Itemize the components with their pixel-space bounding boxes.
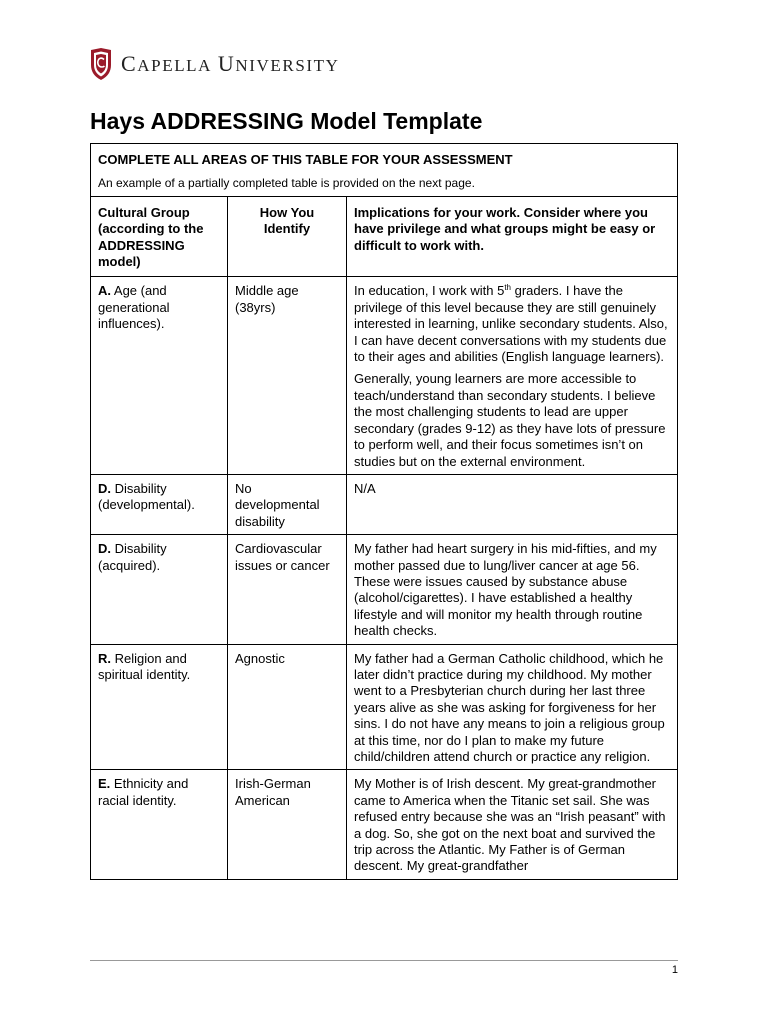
category-label: Age (and generational influences). <box>98 283 170 332</box>
banner-title: COMPLETE ALL AREAS OF THIS TABLE FOR YOUR ASSESSMENT <box>98 152 513 167</box>
implications-cell: My father had heart surgery in his mid-fifties, and my mother passed due to lung/liver cancer at age 56. These were issues caused by substance abuse (alcohol/cigarettes). I have established a healthy lifestyle and will monitor my health through routine health checks. <box>347 535 678 644</box>
implications-cell: My Mother is of Irish descent. My great-grandmother came to America when the Titanic set sail. She was refused entry because she was an “Irish peasant” with a dog. So, she got on the next boat and survived the trip across the Atlantic. My Father is of German descent. My great-grandfather <box>347 770 678 879</box>
footer-divider <box>90 960 678 961</box>
identify-cell: Agnostic <box>228 644 347 770</box>
table-row <box>91 277 678 474</box>
category-label: Religion and spiritual identity. <box>98 650 191 682</box>
category-cell <box>91 474 228 534</box>
implications-cell: N/A <box>347 474 678 534</box>
implications-para: In education, I work with 5th graders. I have the privilege of this level because they are still genuinely interested in learning, unlike secondary students. Also, I can have decent conversations with my students due to their ages and abilities (English language learners). <box>354 283 668 365</box>
header-how-you-identify: How You Identify <box>228 196 347 277</box>
identify-cell: Cardiovascular issues or cancer <box>228 535 347 644</box>
identify-cell: No developmental disability <box>228 474 347 534</box>
table-row <box>91 535 678 644</box>
category-cell <box>91 277 228 474</box>
university-header <box>89 44 340 84</box>
implications-cell: My father had a German Catholic childhood, which he later didn’t practice during my childhood. My mother went to a Presbyterian church during her last three years alive as she was asking for forgiveness for her sins. I do not have any means to join a religious group at this time, nor do I plan to make my future child/children attend church or practice any religion. <box>347 644 678 770</box>
page-title: Hays ADDRESSING Model Template <box>90 108 483 134</box>
university-name: CAPELLA UNIVERSITY <box>121 51 340 76</box>
category-cell <box>91 535 228 644</box>
category-letter: D. <box>98 480 111 496</box>
header-cultural-group: Cultural Group (according to the ADDRESSING model) <box>91 196 228 277</box>
header-row <box>91 196 678 277</box>
category-cell <box>91 770 228 879</box>
identify-cell: Middle age (38yrs) <box>228 277 347 474</box>
addressing-table <box>90 143 678 880</box>
category-letter: E. <box>98 776 111 792</box>
category-label: Disability (acquired). <box>98 541 167 573</box>
page-number: 1 <box>671 964 678 976</box>
category-letter: D. <box>98 541 111 557</box>
header-implications: Implications for your work. Consider where you have privilege and what groups might be easy or difficult to work with. <box>347 196 678 277</box>
category-label: Disability (developmental). <box>98 480 195 513</box>
table-row <box>91 644 678 770</box>
table-row <box>91 474 678 534</box>
category-letter: R. <box>98 650 111 666</box>
category-cell <box>91 644 228 770</box>
capella-shield-icon <box>89 47 113 81</box>
category-label: Ethnicity and racial identity. <box>98 776 189 808</box>
banner-cell <box>91 144 678 197</box>
table-row <box>91 770 678 879</box>
banner-note: An example of a partially completed table is provided on the next page. <box>98 176 475 191</box>
category-letter: A. <box>98 283 111 299</box>
implications-cell <box>347 277 678 474</box>
implications-para: Generally, young learners are more accessible to teach/understand than secondary students. I believe the most challenging students to lead are upper secondary (grades 9-12) as they have lots of pressure to perform well, and their focus sometimes isn’t on studies but on the external environment. <box>354 371 666 469</box>
identify-cell: Irish-German American <box>228 770 347 879</box>
banner-row <box>91 144 678 197</box>
